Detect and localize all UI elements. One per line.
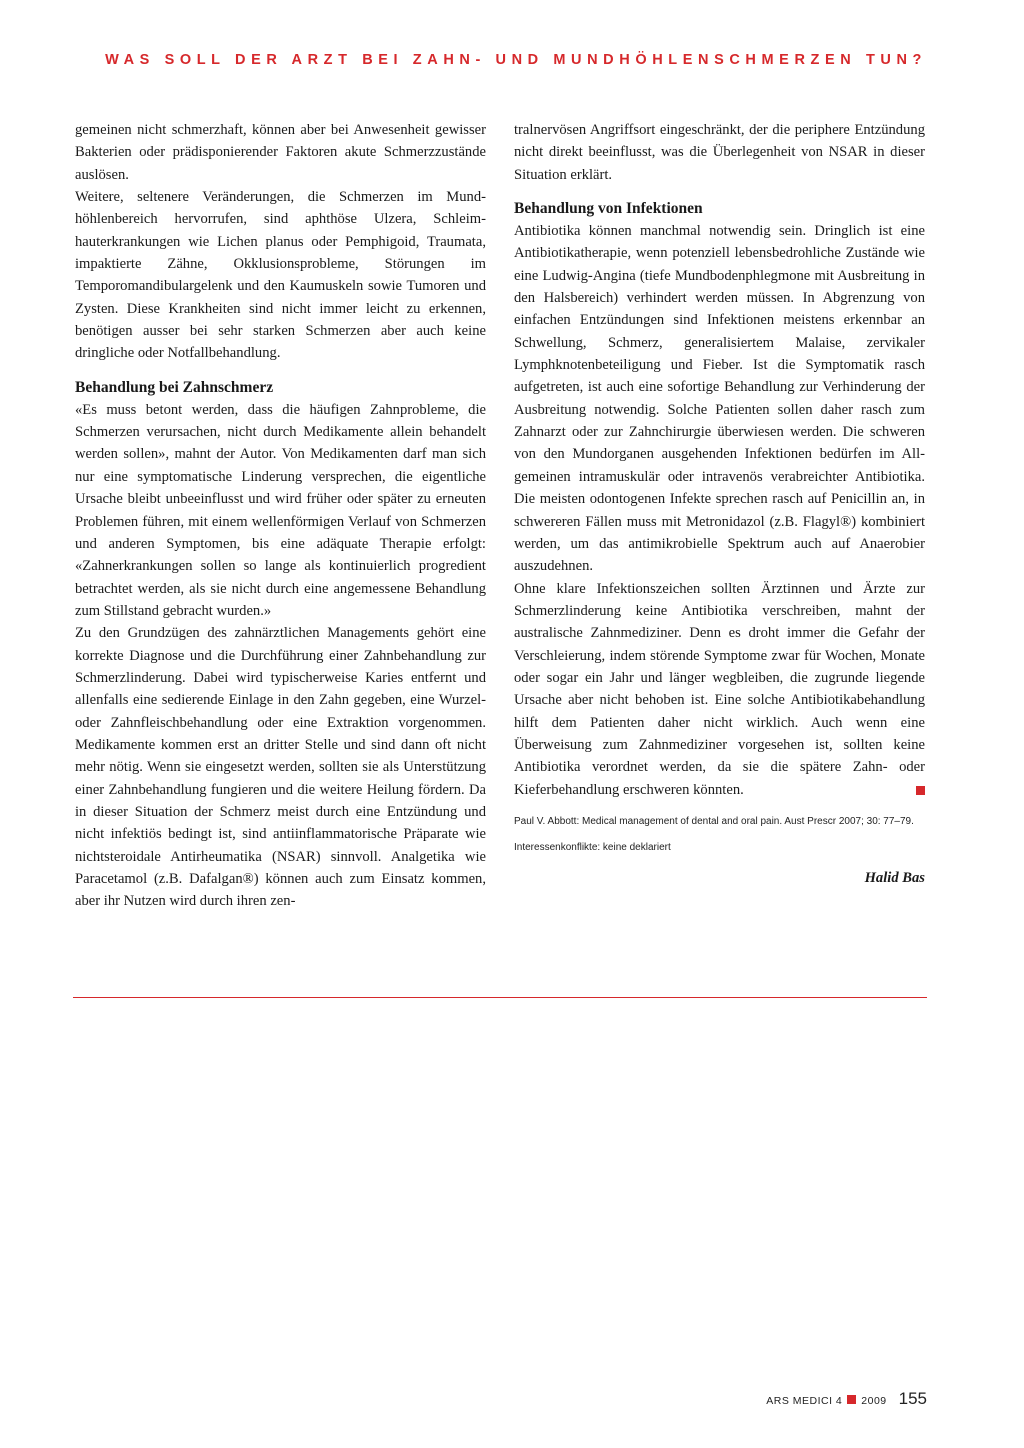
paragraph: «Es muss betont werden, dass die häufigen Zahnprobleme, die Schmerzen verursachen, nicht durch Medikamente allein behandelt werden sollen», mahnt der Autor. Von Medikamenten darf man sich nur eine symptomatische Linderung versprechen, die eigentliche Ursache bleibt unbeeinflusst und wird früher oder später zu erneuten Problemen führen, mit einem wellenförmigen Verlauf von Schmerzen und anderen Symptomen, bis eine adäquate Therapie erfolgt: «Zahnerkrankungen sollen so lange als kontinuierlich progredient betrachtet werden, als sie nicht durch eine angemessene Behandlung zum Stillstand gebracht wurden.» [75,401,486,619]
footer-square-icon [847,1395,856,1404]
paragraph: gemeinen nicht schmerzhaft, können aber bei Anwesenheit gewisser Bakterien oder prädisponierender Faktoren akute Schmerzzustände auslösen. [75,122,486,183]
section-heading: Behandlung bei Zahnschmerz [75,378,274,396]
paragraph-final [514,578,925,801]
paragraph-text: Ohne klare Infektionszeichen sollten Ärztinnen und Ärzte zur Schmerzlinderung keine Antibiotika verschreiben, mahnt der australische Zahnmediziner. Denn es droht immer die Gefahr der Verschleierung, indem störende Symptome zwar für Wochen, Monate oder sogar ein Jahr und länger wegbleiben, die zugrunde liegende Ursache aber nicht behoben ist. Eine solche Antibiotikabehandlung hilft dem Patienten daher nicht wirklich. Auch wenn eine Überweisung zum Zahnmediziner vorgesehen ist, sollten keine Antibiotika verordnet werden, da sie die spätere Zahn- oder Kieferbehandlung erschweren könnten. [514,580,925,798]
end-mark-square-icon [916,786,925,795]
reference: Paul V. Abbott: Medical management of dental and oral pain. Aust Prescr 2007; 30: 77–79. [514,815,914,827]
journal-name: ARS MEDICI 4 [766,1395,843,1407]
author-name: Halid Bas [864,869,925,886]
section-divider [73,997,927,998]
paragraph: tralnervösen Angriffsort eingeschränkt, der die periphere Entzündung nicht direkt beeinflusst, was die Überlegenheit von NSAR in dieser Situation erklärt. [514,122,925,183]
left-column [75,119,486,913]
running-head: WAS SOLL DER ARZT BEI ZAHN- UND MUNDHÖHLENSCHMERZEN TUN? [105,52,927,68]
paragraph: Antibiotika können manchmal notwendig sein. Dringlich ist eine Antibiotikatherapie, wenn potenziell lebensbedrohliche Zustände wie eine Ludwig-Angina (tiefe Mundbodenphlegmone mit Ausbreitung in den Halsbereich) verhindert werden müssen. In Abgrenzung von einfachen Entzündungen sind Infektionen meistens erkennbar an Schwellung, Schmerz, generalisiertem Malaise, zervikaler Lymphknotenbeteiligung und Fieber. Ist die Symptomatik rasch aufgetreten, ist auch eine sofortige Behandlung zur Verhinderung der Ausbreitung notwendig. Solche Patienten sollen daher rasch zum Zahnarzt oder zur Zahnchirurgie überwiesen werden. Die schweren von den Mundorganen ausgehenden Infektionen bedürfen im Allgemeinen intramuskulär oder intravenös verabreichter Antibiotika. Die meisten odontogenen Infekte sprechen rasch auf Penicillin an, in schwereren Fällen muss mit Metronidazol (z.B. Flagyl®) kombiniert werden, um das antimikrobielle Spektrum auch auf Anaerobier auszudehnen. [514,223,925,575]
section-heading: Behandlung von Infektionen [514,200,703,218]
page-number: 155 [898,1389,927,1408]
page-footer [766,1389,927,1409]
paragraph: Weitere, seltenere Veränderungen, die Schmerzen im Mundhöhlenbereich hervorrufen, sind aphthöse Ulzera, Schleimhauterkrankungen wie Lichen planus oder Pemphigoid, Traumata, impaktierte Zähne, Okklusionsprobleme, Störungen im Temporomandibulargelenk und den Kaumuskeln sowie Tumoren und Zysten. Diese Krankheiten sind nicht immer leicht zu erkennen, benötigen ausser bei sehr starken Schmerzen aber auch keine dringliche oder Notfallbehandlung. [75,189,486,362]
paragraph: Zu den Grundzügen des zahnärztlichen Managements gehört eine korrekte Diagnose und die Durchführung einer Zahnbehandlung zur Schmerzlinderung. Dabei wird typischerweise Karies entfernt und allenfalls eine sedierende Einlage in den Zahn gegeben, eine Wurzel- oder Zahnfleischbehandlung oder eine Extraktion vorgenommen. Medikamente kommen erst an dritter Stelle und sind dann oft nicht mehr nötig. Wenn sie eingesetzt werden, sollten sie als Unterstützung einer Zahnbehandlung fungieren und die weitere Heilung fördern. Da in dieser Situation der Schmerz meist durch eine Entzündung und nicht infektiös bedingt ist, sind antiinflammatorische Präparate wie nichtsteroidale Antirheumatika (NSAR) sinnvoll. Analgetika wie Paracetamol (z.B. Dafalgan®) können auch zum Einsatz kommen, aber ihr Nutzen wird durch ihren zen- [75,625,486,910]
issue-year: 2009 [861,1395,887,1407]
conflict-statement: Interessenkonflikte: keine deklariert [514,841,671,853]
right-column [514,119,925,889]
